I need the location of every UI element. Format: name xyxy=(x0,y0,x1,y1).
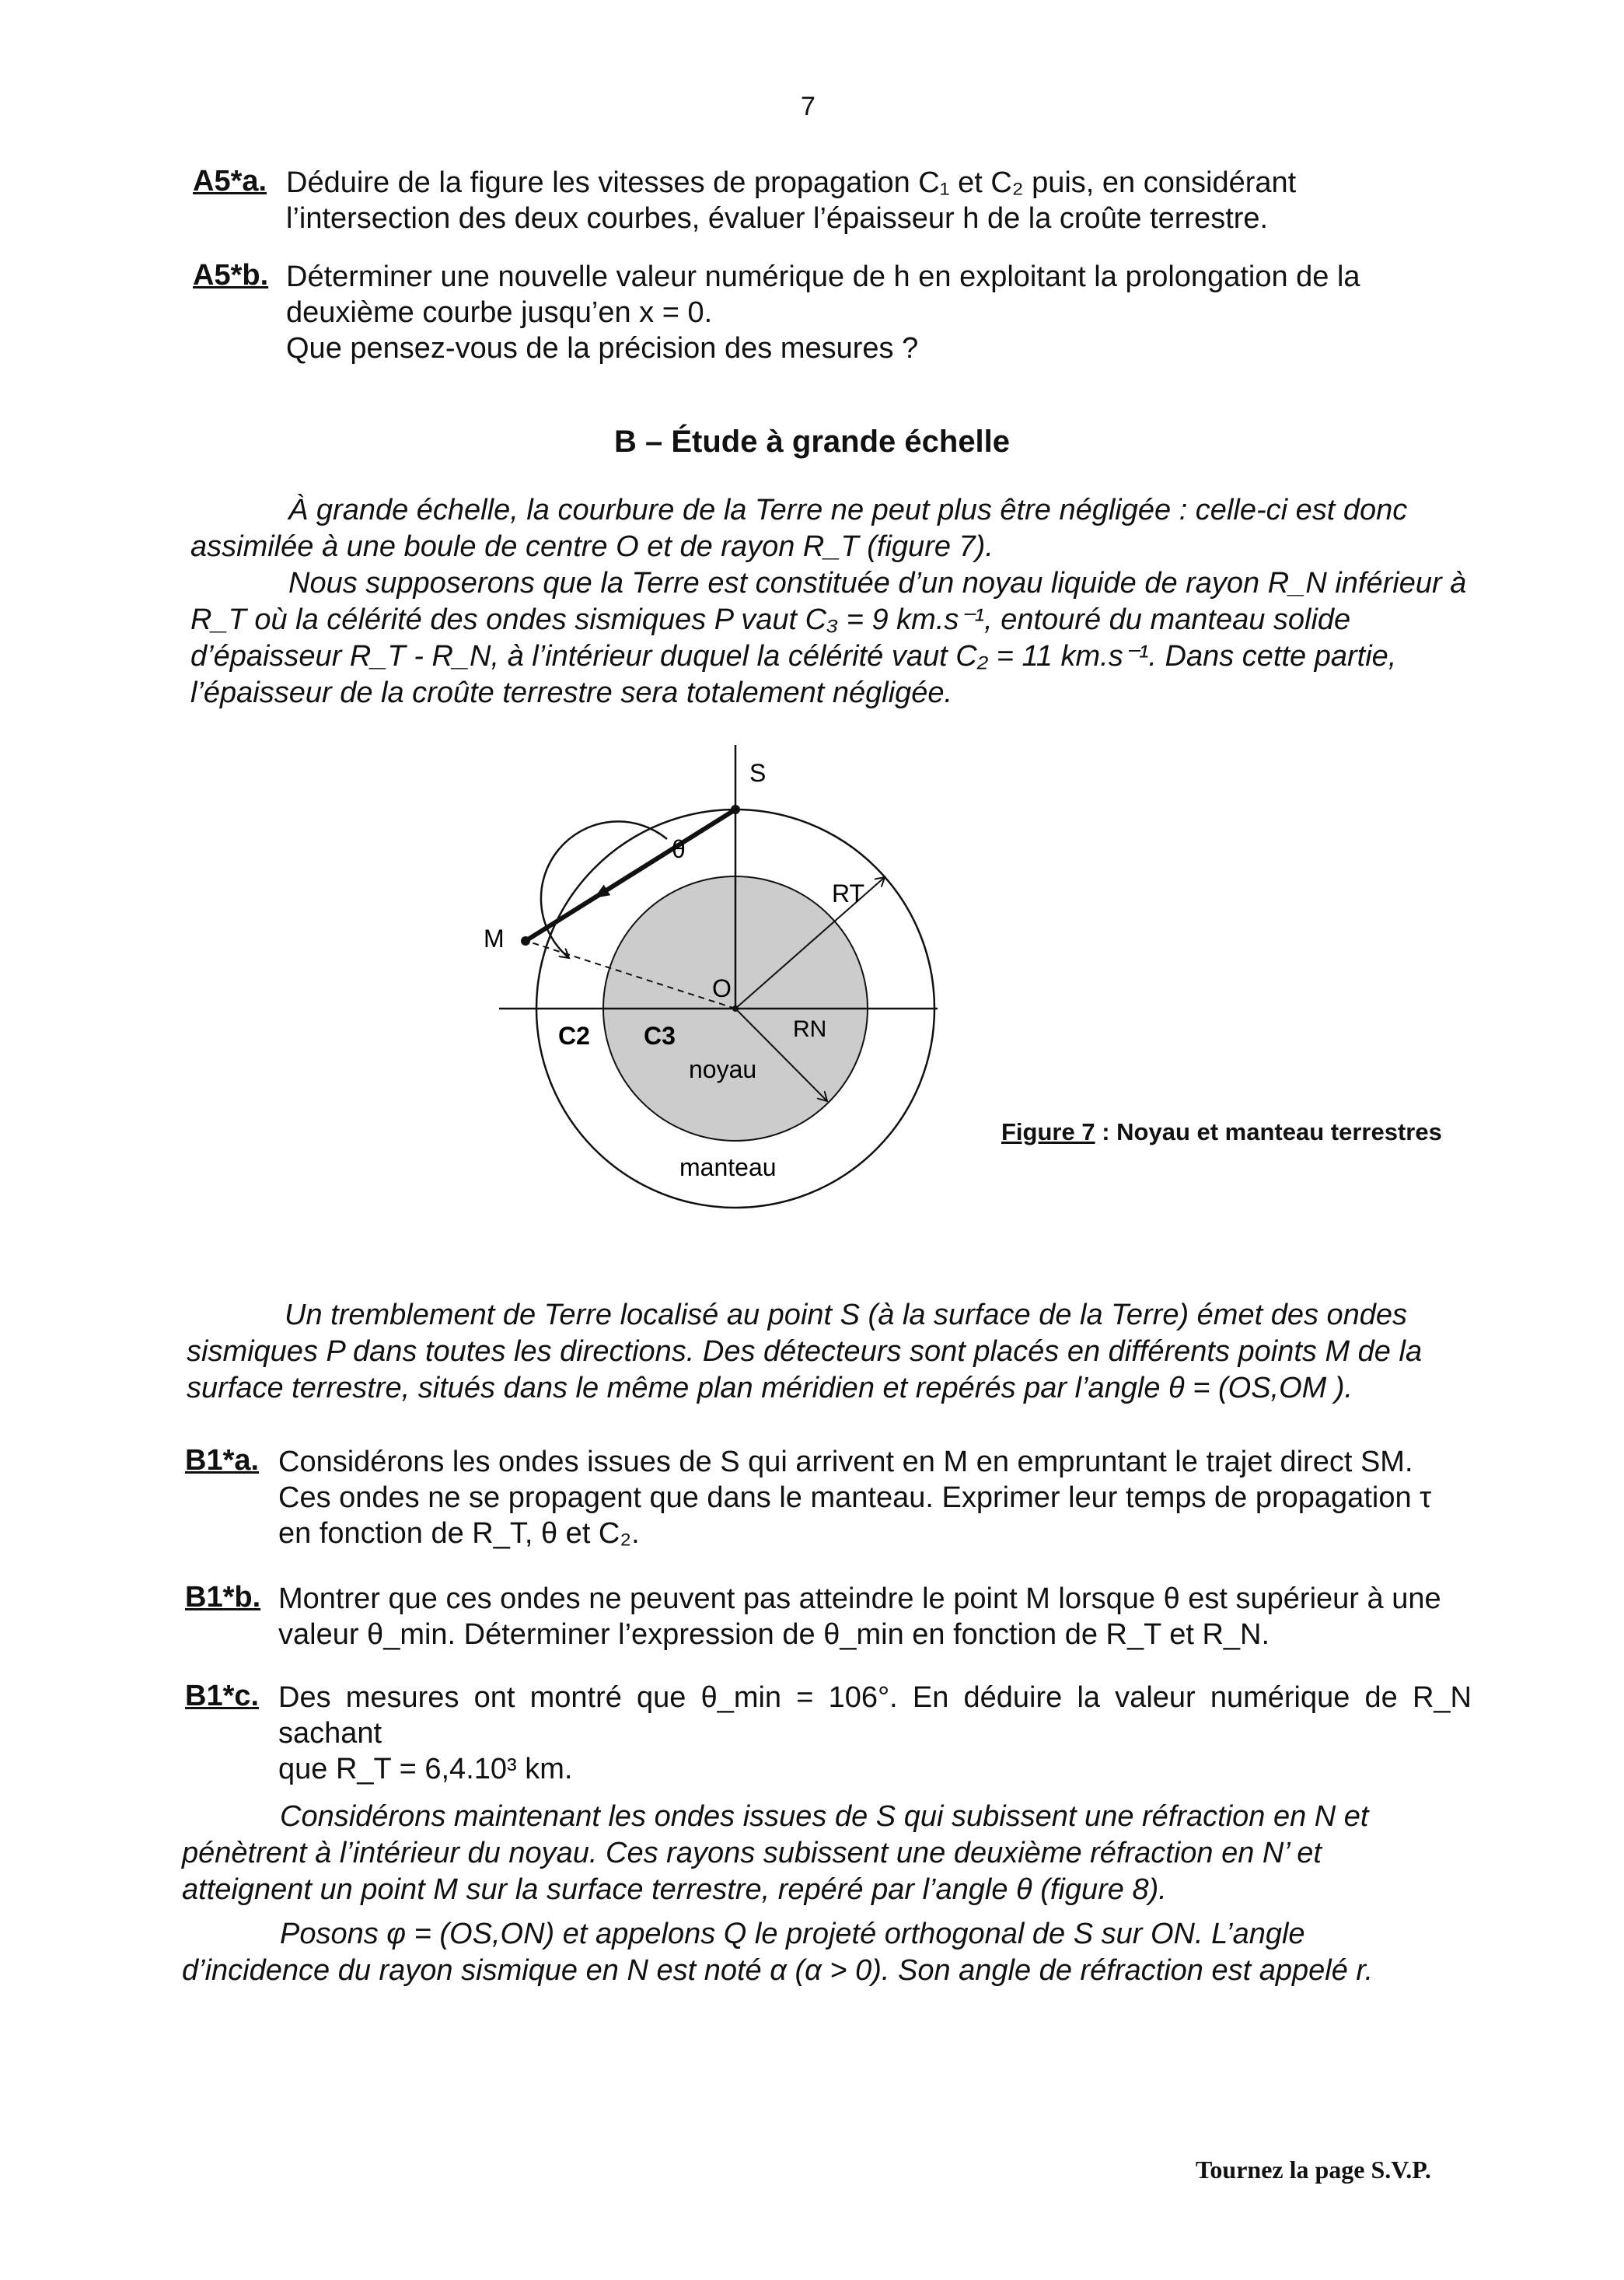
refraction-paragraph xyxy=(182,1799,1472,1989)
para2-line-2: sismiques P dans toutes les directions. Des détecteurs sont placés en différents points M de la xyxy=(187,1335,1423,1368)
point-m xyxy=(521,936,530,946)
label-theta: θ xyxy=(672,835,686,863)
question-label-b1c: B1*c. xyxy=(185,1680,260,1712)
earthquake-paragraph xyxy=(187,1297,1472,1407)
point-s xyxy=(731,805,740,814)
question-label-a5a: A5*a. xyxy=(193,165,267,198)
b1a-line-2: Ces ondes ne se propagent que dans le manteau. Exprimer leur temps de propagation τ xyxy=(278,1481,1432,1514)
figure-7-diagram xyxy=(466,731,980,1260)
b1c-line-1: Des mesures ont montré que θ_min = 106°. En déduire la valeur numérique de R_N sachant xyxy=(278,1681,1472,1750)
b1b-line-1: Montrer que ces ondes ne peuvent pas atteindre le point M lorsque θ est supérieur à une xyxy=(278,1582,1441,1615)
para3-line-5: d’incidence du rayon sismique en N est noté α (α > 0). Son angle de réfraction est appelé r. xyxy=(182,1954,1374,1987)
b1a-line-3: en fonction de R_T, θ et C₂. xyxy=(278,1517,640,1550)
intro-line-3: Nous supposerons que la Terre est constituée d’un noyau liquide de rayon R_N inférieur à xyxy=(288,567,1467,600)
label-rn: RN xyxy=(793,1016,827,1042)
question-b1c-text xyxy=(278,1680,1472,1787)
question-label-b1b: B1*b. xyxy=(185,1581,261,1614)
label-noyau: noyau xyxy=(689,1055,757,1083)
question-a5b-text xyxy=(286,259,1472,366)
section-title: B – Étude à grande échelle xyxy=(613,425,1011,459)
label-manteau: manteau xyxy=(679,1153,777,1181)
para3-line-1: Considérons maintenant les ondes issues de S qui subissent une réfraction en N et xyxy=(280,1800,1369,1833)
intro-line-6: l’épaisseur de la croûte terrestre sera totalement négligée. xyxy=(190,677,953,709)
question-b1b-text xyxy=(278,1581,1472,1652)
page-number: 7 xyxy=(801,92,815,121)
label-rt: RT xyxy=(832,879,865,907)
figure-7-caption-link: Figure 7 xyxy=(1001,1118,1095,1145)
question-b1a-text xyxy=(278,1444,1472,1551)
footer-turn-page: Tournez la page S.V.P. xyxy=(1196,2156,1431,2184)
intro-line-1: À grande échelle, la courbure de la Terre ne peut plus être négligée : celle-ci est donc xyxy=(288,494,1408,526)
label-m: M xyxy=(484,925,505,953)
para3-line-3: atteignent un point M sur la surface terrestre, repéré par l’angle θ (figure 8). xyxy=(182,1873,1167,1906)
label-s: S xyxy=(749,759,767,787)
para3-line-2: pénètrent à l’intérieur du noyau. Ces rayons subissent une deuxième réfraction en N’ et xyxy=(182,1837,1322,1869)
intro-line-5: d’épaisseur R_T - R_N, à l’intérieur duquel la célérité vaut C₂ = 11 km.s⁻¹. Dans cette partie, xyxy=(190,640,1397,673)
a5a-line-2: l’intersection des deux courbes, évaluer l’épaisseur h de la croûte terrestre. xyxy=(286,202,1269,235)
b1b-line-2: valeur θ_min. Déterminer l’expression de θ_min en fonction de R_T et R_N. xyxy=(278,1618,1270,1651)
a5b-line-2: deuxième courbe jusqu’en x = 0. xyxy=(286,296,713,329)
label-o: O xyxy=(712,974,732,1002)
a5b-line-1: Déterminer une nouvelle valeur numérique de h en exploitant la prolongation de la xyxy=(286,261,1360,293)
b1a-line-1: Considérons les ondes issues de S qui arrivent en M en empruntant le trajet direct SM. xyxy=(278,1446,1413,1478)
b1c-line-2: que R_T = 6,4.10³ km. xyxy=(278,1753,573,1785)
point-o xyxy=(732,1005,739,1012)
label-c3: C3 xyxy=(644,1022,676,1050)
intro-paragraph xyxy=(190,492,1472,712)
para3-line-4: Posons φ = (OS,ON) et appelons Q le projeté orthogonal de S sur ON. L’angle xyxy=(280,1918,1305,1950)
a5a-line-1: Déduire de la figure les vitesses de propagation C₁ et C₂ puis, en considérant xyxy=(286,166,1297,199)
question-label-b1a: B1*a. xyxy=(185,1444,260,1477)
intro-line-2: assimilée à une boule de centre O et de rayon R_T (figure 7). xyxy=(190,530,994,563)
figure-7-caption-text: : Noyau et manteau terrestres xyxy=(1095,1118,1442,1145)
question-a5a-text xyxy=(286,165,1472,236)
para2-line-1: Un tremblement de Terre localisé au point S (à la surface de la Terre) émet des ondes xyxy=(285,1299,1408,1331)
label-c2: C2 xyxy=(558,1022,590,1050)
figure-7-caption xyxy=(1001,1118,1442,1146)
a5b-line-3: Que pensez-vous de la précision des mesures ? xyxy=(286,332,919,365)
question-label-a5b: A5*b. xyxy=(193,259,269,292)
para2-line-3: surface terrestre, situés dans le même plan méridien et repérés par l’angle θ = (OS,OM ). xyxy=(187,1372,1353,1404)
intro-line-4: R_T où la célérité des ondes sismiques P vaut C₃ = 9 km.s⁻¹, entouré du manteau solide xyxy=(190,603,1351,636)
